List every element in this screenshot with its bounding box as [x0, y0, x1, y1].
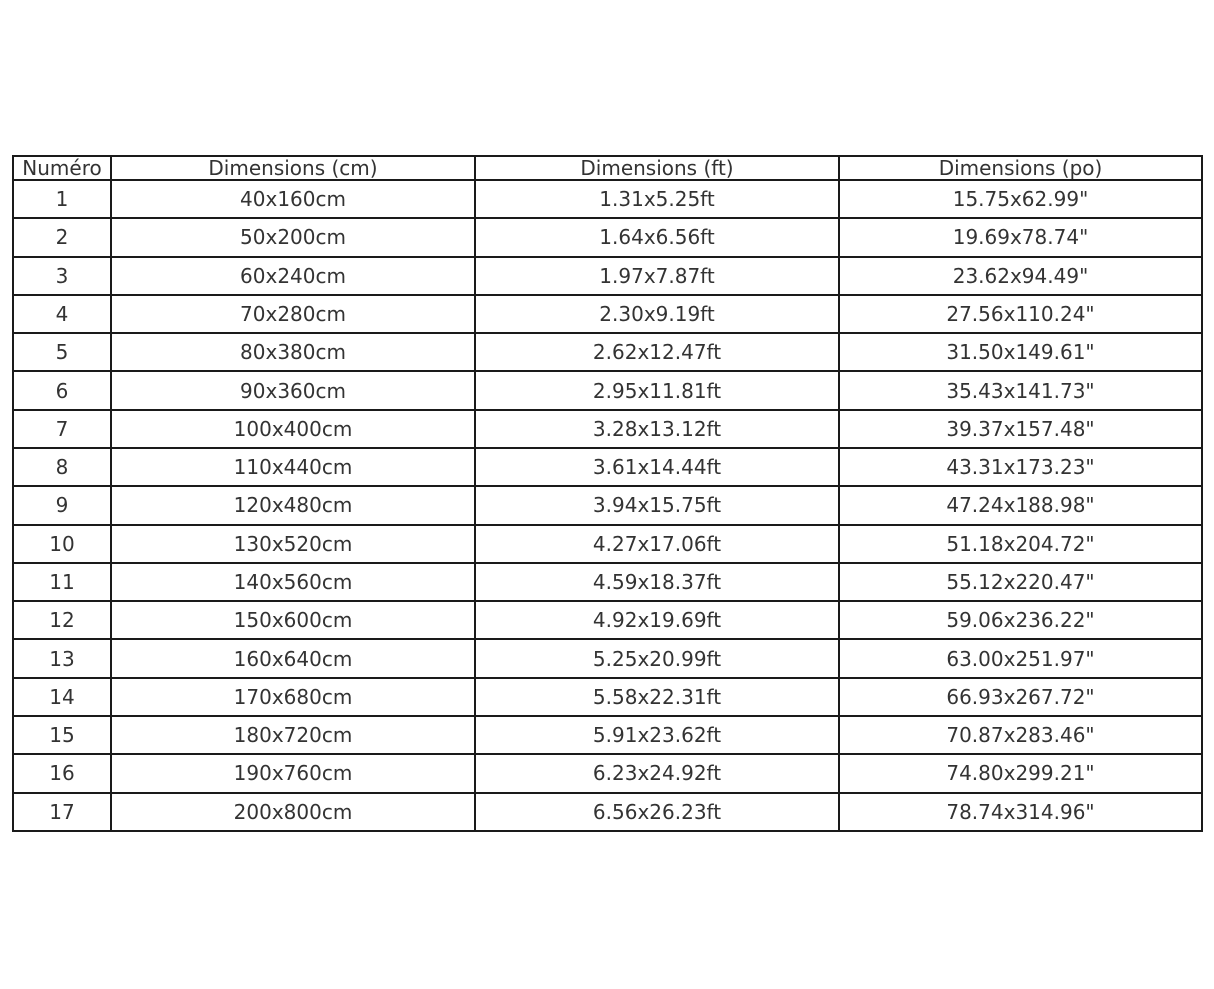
dimensions-po-cell: 23.62x94.49"	[839, 257, 1202, 295]
header-dimensions-cm: Dimensions (cm)	[111, 156, 475, 180]
dimensions-po-cell: 66.93x267.72"	[839, 678, 1202, 716]
dimensions-cm-cell: 130x520cm	[111, 525, 475, 563]
dimensions-table-container	[12, 155, 1201, 832]
dimensions-ft-cell: 6.23x24.92ft	[475, 754, 839, 792]
row-number-cell: 16	[13, 754, 111, 792]
row-number-cell: 6	[13, 371, 111, 409]
row-number-cell: 7	[13, 410, 111, 448]
table-row	[13, 295, 1202, 333]
row-number-cell: 14	[13, 678, 111, 716]
table-row	[13, 257, 1202, 295]
dimensions-cm-cell: 80x380cm	[111, 333, 475, 371]
dimensions-cm-cell: 40x160cm	[111, 180, 475, 218]
table-row	[13, 639, 1202, 677]
dimensions-po-cell: 59.06x236.22"	[839, 601, 1202, 639]
header-dimensions-po: Dimensions (po)	[839, 156, 1202, 180]
header-numero: Numéro	[13, 156, 111, 180]
row-number-cell: 2	[13, 218, 111, 256]
dimensions-cm-cell: 160x640cm	[111, 639, 475, 677]
row-number-cell: 3	[13, 257, 111, 295]
table-row	[13, 754, 1202, 792]
row-number-cell: 12	[13, 601, 111, 639]
table-row	[13, 486, 1202, 524]
dimensions-ft-cell: 1.97x7.87ft	[475, 257, 839, 295]
table-body	[13, 180, 1202, 831]
table-row	[13, 410, 1202, 448]
dimensions-ft-cell: 4.27x17.06ft	[475, 525, 839, 563]
row-number-cell: 5	[13, 333, 111, 371]
table-row	[13, 371, 1202, 409]
dimensions-ft-cell: 2.95x11.81ft	[475, 371, 839, 409]
row-number-cell: 13	[13, 639, 111, 677]
dimensions-cm-cell: 90x360cm	[111, 371, 475, 409]
dimensions-po-cell: 43.31x173.23"	[839, 448, 1202, 486]
dimensions-ft-cell: 3.28x13.12ft	[475, 410, 839, 448]
table-row	[13, 448, 1202, 486]
dimensions-cm-cell: 120x480cm	[111, 486, 475, 524]
dimensions-cm-cell: 150x600cm	[111, 601, 475, 639]
dimensions-po-cell: 31.50x149.61"	[839, 333, 1202, 371]
dimensions-ft-cell: 4.92x19.69ft	[475, 601, 839, 639]
table-row	[13, 525, 1202, 563]
dimensions-ft-cell: 5.91x23.62ft	[475, 716, 839, 754]
dimensions-po-cell: 15.75x62.99"	[839, 180, 1202, 218]
table-row	[13, 180, 1202, 218]
row-number-cell: 1	[13, 180, 111, 218]
dimensions-cm-cell: 50x200cm	[111, 218, 475, 256]
row-number-cell: 8	[13, 448, 111, 486]
dimensions-ft-cell: 5.58x22.31ft	[475, 678, 839, 716]
dimensions-cm-cell: 110x440cm	[111, 448, 475, 486]
dimensions-po-cell: 47.24x188.98"	[839, 486, 1202, 524]
dimensions-po-cell: 39.37x157.48"	[839, 410, 1202, 448]
dimensions-po-cell: 55.12x220.47"	[839, 563, 1202, 601]
dimensions-ft-cell: 1.64x6.56ft	[475, 218, 839, 256]
table-row	[13, 563, 1202, 601]
dimensions-cm-cell: 140x560cm	[111, 563, 475, 601]
row-number-cell: 15	[13, 716, 111, 754]
row-number-cell: 10	[13, 525, 111, 563]
dimensions-cm-cell: 170x680cm	[111, 678, 475, 716]
dimensions-po-cell: 51.18x204.72"	[839, 525, 1202, 563]
dimensions-cm-cell: 100x400cm	[111, 410, 475, 448]
dimensions-po-cell: 74.80x299.21"	[839, 754, 1202, 792]
dimensions-po-cell: 35.43x141.73"	[839, 371, 1202, 409]
dimensions-ft-cell: 1.31x5.25ft	[475, 180, 839, 218]
dimensions-cm-cell: 200x800cm	[111, 793, 475, 832]
dimensions-cm-cell: 60x240cm	[111, 257, 475, 295]
table-row	[13, 678, 1202, 716]
row-number-cell: 17	[13, 793, 111, 832]
header-dimensions-ft: Dimensions (ft)	[475, 156, 839, 180]
dimensions-ft-cell: 2.30x9.19ft	[475, 295, 839, 333]
dimensions-ft-cell: 2.62x12.47ft	[475, 333, 839, 371]
table-row	[13, 218, 1202, 256]
row-number-cell: 11	[13, 563, 111, 601]
dimensions-ft-cell: 5.25x20.99ft	[475, 639, 839, 677]
dimensions-ft-cell: 6.56x26.23ft	[475, 793, 839, 832]
table-row	[13, 793, 1202, 832]
table-row	[13, 333, 1202, 371]
table-header-row	[13, 156, 1202, 180]
row-number-cell: 4	[13, 295, 111, 333]
dimensions-ft-cell: 4.59x18.37ft	[475, 563, 839, 601]
dimensions-po-cell: 70.87x283.46"	[839, 716, 1202, 754]
table-row	[13, 716, 1202, 754]
row-number-cell: 9	[13, 486, 111, 524]
dimensions-cm-cell: 180x720cm	[111, 716, 475, 754]
dimensions-ft-cell: 3.61x14.44ft	[475, 448, 839, 486]
dimensions-po-cell: 19.69x78.74"	[839, 218, 1202, 256]
dimensions-cm-cell: 190x760cm	[111, 754, 475, 792]
dimensions-table	[12, 155, 1203, 832]
dimensions-ft-cell: 3.94x15.75ft	[475, 486, 839, 524]
dimensions-po-cell: 63.00x251.97"	[839, 639, 1202, 677]
dimensions-po-cell: 27.56x110.24"	[839, 295, 1202, 333]
dimensions-po-cell: 78.74x314.96"	[839, 793, 1202, 832]
dimensions-cm-cell: 70x280cm	[111, 295, 475, 333]
table-row	[13, 601, 1202, 639]
